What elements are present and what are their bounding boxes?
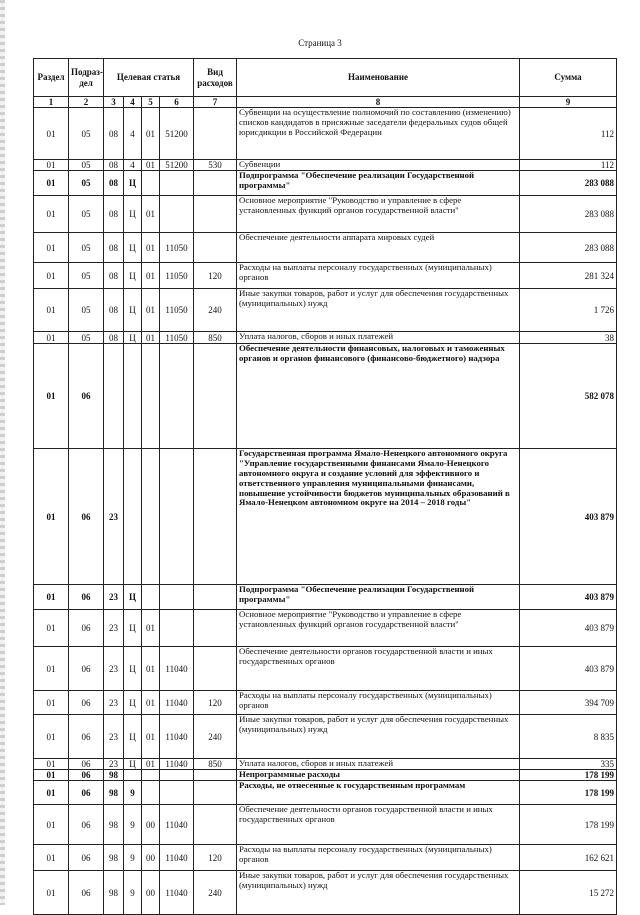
activity-code: 00 <box>142 845 160 871</box>
table-row <box>34 770 617 781</box>
column-number: 6 <box>160 97 194 108</box>
subsection-code: 06 <box>69 770 104 781</box>
item-amount: 582 078 <box>520 344 617 449</box>
item-amount: 403 879 <box>520 647 617 691</box>
table-row <box>34 160 617 171</box>
expense-type-code: 120 <box>194 691 237 715</box>
header-subsection: Подраз-дел <box>69 59 104 97</box>
subprogram-code: 9 <box>124 845 142 871</box>
direction-code: 11040 <box>160 691 194 715</box>
activity-code: 00 <box>142 871 160 915</box>
item-name: Расходы на выплаты персоналу государственных (муниципальных) органов <box>237 845 520 871</box>
direction-code: 11040 <box>160 715 194 759</box>
program-code: 08 <box>104 108 124 160</box>
direction-code: 11050 <box>160 289 194 332</box>
table-row <box>34 610 617 647</box>
direction-code: 11040 <box>160 647 194 691</box>
table-row <box>34 196 617 233</box>
subsection-code: 05 <box>69 160 104 171</box>
table-row <box>34 647 617 691</box>
subsection-code: 06 <box>69 647 104 691</box>
item-name: Обеспечение деятельности финансовых, налоговых и таможенных органов и органов финансового (финансово-бюджетного) надзора <box>237 344 520 449</box>
section-code: 01 <box>34 160 69 171</box>
item-amount: 38 <box>520 332 617 344</box>
program-code: 98 <box>104 845 124 871</box>
subsection-code: 06 <box>69 871 104 915</box>
section-code: 01 <box>34 770 69 781</box>
direction-code <box>160 171 194 196</box>
subsection-code: 05 <box>69 332 104 344</box>
item-name: Государственная программа Ямало-Ненецкого автономного округа "Управление государственными финансами Ямало-Ненецкого автономного округа и создание условий для эффективного и ответственного управления муниципальными финансами, повышение устойчивости бюджетов муниципальных образований в Ямало-Ненецком автономном округе на 2014 – 2018 годы" <box>237 449 520 585</box>
section-code: 01 <box>34 759 69 770</box>
activity-code: 00 <box>142 805 160 845</box>
subsection-code: 06 <box>69 691 104 715</box>
subprogram-code: Ц <box>124 691 142 715</box>
activity-code: 01 <box>142 289 160 332</box>
section-code: 01 <box>34 344 69 449</box>
program-code: 23 <box>104 647 124 691</box>
program-code: 08 <box>104 233 124 263</box>
section-code: 01 <box>34 691 69 715</box>
item-amount: 8 835 <box>520 715 617 759</box>
program-code: 23 <box>104 691 124 715</box>
subsection-code: 05 <box>69 171 104 196</box>
expense-type-code: 120 <box>194 263 237 289</box>
subsection-code: 06 <box>69 715 104 759</box>
direction-code <box>160 196 194 233</box>
item-amount: 403 879 <box>520 449 617 585</box>
item-name: Подпрограмма "Обеспечение реализации Государственной программы" <box>237 585 520 610</box>
table-row <box>34 715 617 759</box>
direction-code: 11050 <box>160 332 194 344</box>
subprogram-code: 9 <box>124 871 142 915</box>
item-amount: 162 621 <box>520 845 617 871</box>
subprogram-code: Ц <box>124 759 142 770</box>
item-amount: 283 088 <box>520 196 617 233</box>
subprogram-code: Ц <box>124 233 142 263</box>
section-code: 01 <box>34 647 69 691</box>
header-expense-type: Вид расходов <box>194 59 237 97</box>
direction-code: 11040 <box>160 845 194 871</box>
header-section: Раздел <box>34 59 69 97</box>
table-row <box>34 691 617 715</box>
table-row <box>34 233 617 263</box>
program-code: 08 <box>104 171 124 196</box>
program-code: 08 <box>104 263 124 289</box>
expense-type-code: 240 <box>194 289 237 332</box>
subsection-code: 06 <box>69 845 104 871</box>
subprogram-code: Ц <box>124 332 142 344</box>
column-number: 9 <box>520 97 617 108</box>
table-row <box>34 344 617 449</box>
item-amount: 335 <box>520 759 617 770</box>
column-number-row <box>34 97 617 108</box>
direction-code: 51200 <box>160 108 194 160</box>
program-code: 23 <box>104 759 124 770</box>
item-amount: 283 088 <box>520 171 617 196</box>
subprogram-code: Ц <box>124 196 142 233</box>
scan-binding-edge <box>0 0 5 905</box>
item-name: Расходы на выплаты персоналу государственных (муниципальных) органов <box>237 691 520 715</box>
subprogram-code: Ц <box>124 263 142 289</box>
subsection-code: 06 <box>69 610 104 647</box>
activity-code: 01 <box>142 332 160 344</box>
expense-type-code <box>194 171 237 196</box>
item-name: Уплата налогов, сборов и иных платежей <box>237 332 520 344</box>
column-number: 8 <box>237 97 520 108</box>
section-code: 01 <box>34 585 69 610</box>
direction-code: 11050 <box>160 263 194 289</box>
activity-code: 01 <box>142 759 160 770</box>
program-code: 98 <box>104 805 124 845</box>
program-code: 98 <box>104 781 124 805</box>
subprogram-code: Ц <box>124 289 142 332</box>
table-row <box>34 289 617 332</box>
header-target-article: Целевая статья <box>104 59 194 97</box>
program-code <box>104 344 124 449</box>
direction-code <box>160 585 194 610</box>
program-code: 08 <box>104 289 124 332</box>
program-code: 98 <box>104 871 124 915</box>
activity-code: 01 <box>142 610 160 647</box>
direction-code <box>160 344 194 449</box>
program-code: 08 <box>104 160 124 171</box>
program-code: 23 <box>104 610 124 647</box>
expense-type-code <box>194 233 237 263</box>
budget-table <box>33 58 617 915</box>
expense-type-code <box>194 449 237 585</box>
item-amount: 394 709 <box>520 691 617 715</box>
table-row <box>34 332 617 344</box>
direction-code <box>160 449 194 585</box>
table-row <box>34 781 617 805</box>
expense-type-code <box>194 610 237 647</box>
subsection-code: 06 <box>69 805 104 845</box>
item-amount: 1 726 <box>520 289 617 332</box>
section-code: 01 <box>34 610 69 647</box>
column-number: 3 <box>104 97 124 108</box>
subprogram-code: Ц <box>124 585 142 610</box>
expense-type-code <box>194 196 237 233</box>
subsection-code: 06 <box>69 781 104 805</box>
column-number: 1 <box>34 97 69 108</box>
subprogram-code: 9 <box>124 781 142 805</box>
expense-type-code: 240 <box>194 871 237 915</box>
activity-code: 01 <box>142 715 160 759</box>
activity-code: 01 <box>142 691 160 715</box>
direction-code: 51200 <box>160 160 194 171</box>
direction-code: 11040 <box>160 805 194 845</box>
item-name: Расходы, не отнесенные к государственным программам <box>237 781 520 805</box>
activity-code: 01 <box>142 108 160 160</box>
item-amount: 112 <box>520 160 617 171</box>
expense-type-code <box>194 647 237 691</box>
subsection-code: 06 <box>69 344 104 449</box>
section-code: 01 <box>34 233 69 263</box>
item-name: Субвенции <box>237 160 520 171</box>
section-code: 01 <box>34 781 69 805</box>
item-name: Уплата налогов, сборов и иных платежей <box>237 759 520 770</box>
table-row <box>34 871 617 915</box>
expense-type-code <box>194 770 237 781</box>
table-row <box>34 845 617 871</box>
item-name: Обеспечение деятельности органов государственной власти и иных государственных органов <box>237 805 520 845</box>
section-code: 01 <box>34 715 69 759</box>
item-name: Иные закупки товаров, работ и услуг для обеспечения государственных (муниципальных) нужд <box>237 871 520 915</box>
program-code: 23 <box>104 449 124 585</box>
header-amount: Сумма <box>520 59 617 97</box>
direction-code <box>160 610 194 647</box>
program-code: 23 <box>104 585 124 610</box>
item-amount: 15 272 <box>520 871 617 915</box>
item-name: Иные закупки товаров, работ и услуг для обеспечения государственных (муниципальных) нужд <box>237 289 520 332</box>
direction-code: 11050 <box>160 233 194 263</box>
activity-code <box>142 171 160 196</box>
subsection-code: 05 <box>69 196 104 233</box>
item-name: Подпрограмма "Обеспечение реализации Государственной программы" <box>237 171 520 196</box>
activity-code <box>142 770 160 781</box>
subprogram-code: Ц <box>124 610 142 647</box>
activity-code: 01 <box>142 160 160 171</box>
item-amount: 403 879 <box>520 585 617 610</box>
section-code: 01 <box>34 845 69 871</box>
section-code: 01 <box>34 196 69 233</box>
subsection-code: 05 <box>69 289 104 332</box>
activity-code: 01 <box>142 196 160 233</box>
item-name: Непрограммные расходы <box>237 770 520 781</box>
table-row <box>34 759 617 770</box>
program-code: 98 <box>104 770 124 781</box>
section-code: 01 <box>34 805 69 845</box>
table-row <box>34 171 617 196</box>
subsection-code: 06 <box>69 449 104 585</box>
expense-type-code <box>194 805 237 845</box>
item-amount: 178 199 <box>520 781 617 805</box>
header-name: Наименование <box>237 59 520 97</box>
expense-type-code: 530 <box>194 160 237 171</box>
subsection-code: 05 <box>69 233 104 263</box>
direction-code: 11040 <box>160 759 194 770</box>
item-name: Основное мероприятие "Руководство и управление в сфере установленных функций органов государственной власти" <box>237 196 520 233</box>
activity-code <box>142 449 160 585</box>
activity-code <box>142 344 160 449</box>
expense-type-code <box>194 781 237 805</box>
section-code: 01 <box>34 171 69 196</box>
direction-code <box>160 781 194 805</box>
table-row <box>34 108 617 160</box>
activity-code: 01 <box>142 263 160 289</box>
section-code: 01 <box>34 871 69 915</box>
subprogram-code: Ц <box>124 715 142 759</box>
column-number: 2 <box>69 97 104 108</box>
expense-type-code <box>194 108 237 160</box>
expense-type-code: 850 <box>194 759 237 770</box>
item-amount: 283 088 <box>520 233 617 263</box>
item-amount: 178 199 <box>520 805 617 845</box>
subprogram-code: 9 <box>124 805 142 845</box>
subsection-code: 06 <box>69 759 104 770</box>
item-name: Субвенции на осуществление полномочий по составлению (изменению) списков кандидатов в присяжные заседатели федеральных судов общей юрисдикции в Российской Федерации <box>237 108 520 160</box>
table-header-row <box>34 59 617 97</box>
table-row <box>34 805 617 845</box>
expense-type-code <box>194 344 237 449</box>
program-code: 23 <box>104 715 124 759</box>
program-code: 08 <box>104 196 124 233</box>
expense-type-code <box>194 585 237 610</box>
subprogram-code: Ц <box>124 647 142 691</box>
direction-code: 11040 <box>160 871 194 915</box>
item-amount: 112 <box>520 108 617 160</box>
activity-code: 01 <box>142 647 160 691</box>
expense-type-code: 120 <box>194 845 237 871</box>
expense-type-code: 850 <box>194 332 237 344</box>
expense-type-code: 240 <box>194 715 237 759</box>
activity-code: 01 <box>142 233 160 263</box>
item-name: Иные закупки товаров, работ и услуг для обеспечения государственных (муниципальных) нужд <box>237 715 520 759</box>
activity-code <box>142 585 160 610</box>
activity-code <box>142 781 160 805</box>
item-amount: 178 199 <box>520 770 617 781</box>
table-body <box>34 108 617 915</box>
page-number: Страница 3 <box>298 38 342 48</box>
column-number: 7 <box>194 97 237 108</box>
item-amount: 281 324 <box>520 263 617 289</box>
section-code: 01 <box>34 108 69 160</box>
table-row <box>34 263 617 289</box>
subsection-code: 05 <box>69 263 104 289</box>
section-code: 01 <box>34 449 69 585</box>
item-name: Основное мероприятие "Руководство и управление в сфере установленных функций органов государственной власти" <box>237 610 520 647</box>
column-number: 4 <box>124 97 142 108</box>
table-row <box>34 449 617 585</box>
subprogram-code: 4 <box>124 160 142 171</box>
subsection-code: 05 <box>69 108 104 160</box>
table-row <box>34 585 617 610</box>
direction-code <box>160 770 194 781</box>
column-number: 5 <box>142 97 160 108</box>
item-name: Расходы на выплаты персоналу государственных (муниципальных) органов <box>237 263 520 289</box>
section-code: 01 <box>34 289 69 332</box>
subsection-code: 06 <box>69 585 104 610</box>
section-code: 01 <box>34 332 69 344</box>
item-name: Обеспечение деятельности органов государственной власти и иных государственных органов <box>237 647 520 691</box>
program-code: 08 <box>104 332 124 344</box>
subprogram-code: Ц <box>124 171 142 196</box>
subprogram-code <box>124 770 142 781</box>
subprogram-code <box>124 344 142 449</box>
section-code: 01 <box>34 263 69 289</box>
item-name: Обеспечение деятельности аппарата мировых судей <box>237 233 520 263</box>
subprogram-code: 4 <box>124 108 142 160</box>
subprogram-code <box>124 449 142 585</box>
item-amount: 403 879 <box>520 610 617 647</box>
